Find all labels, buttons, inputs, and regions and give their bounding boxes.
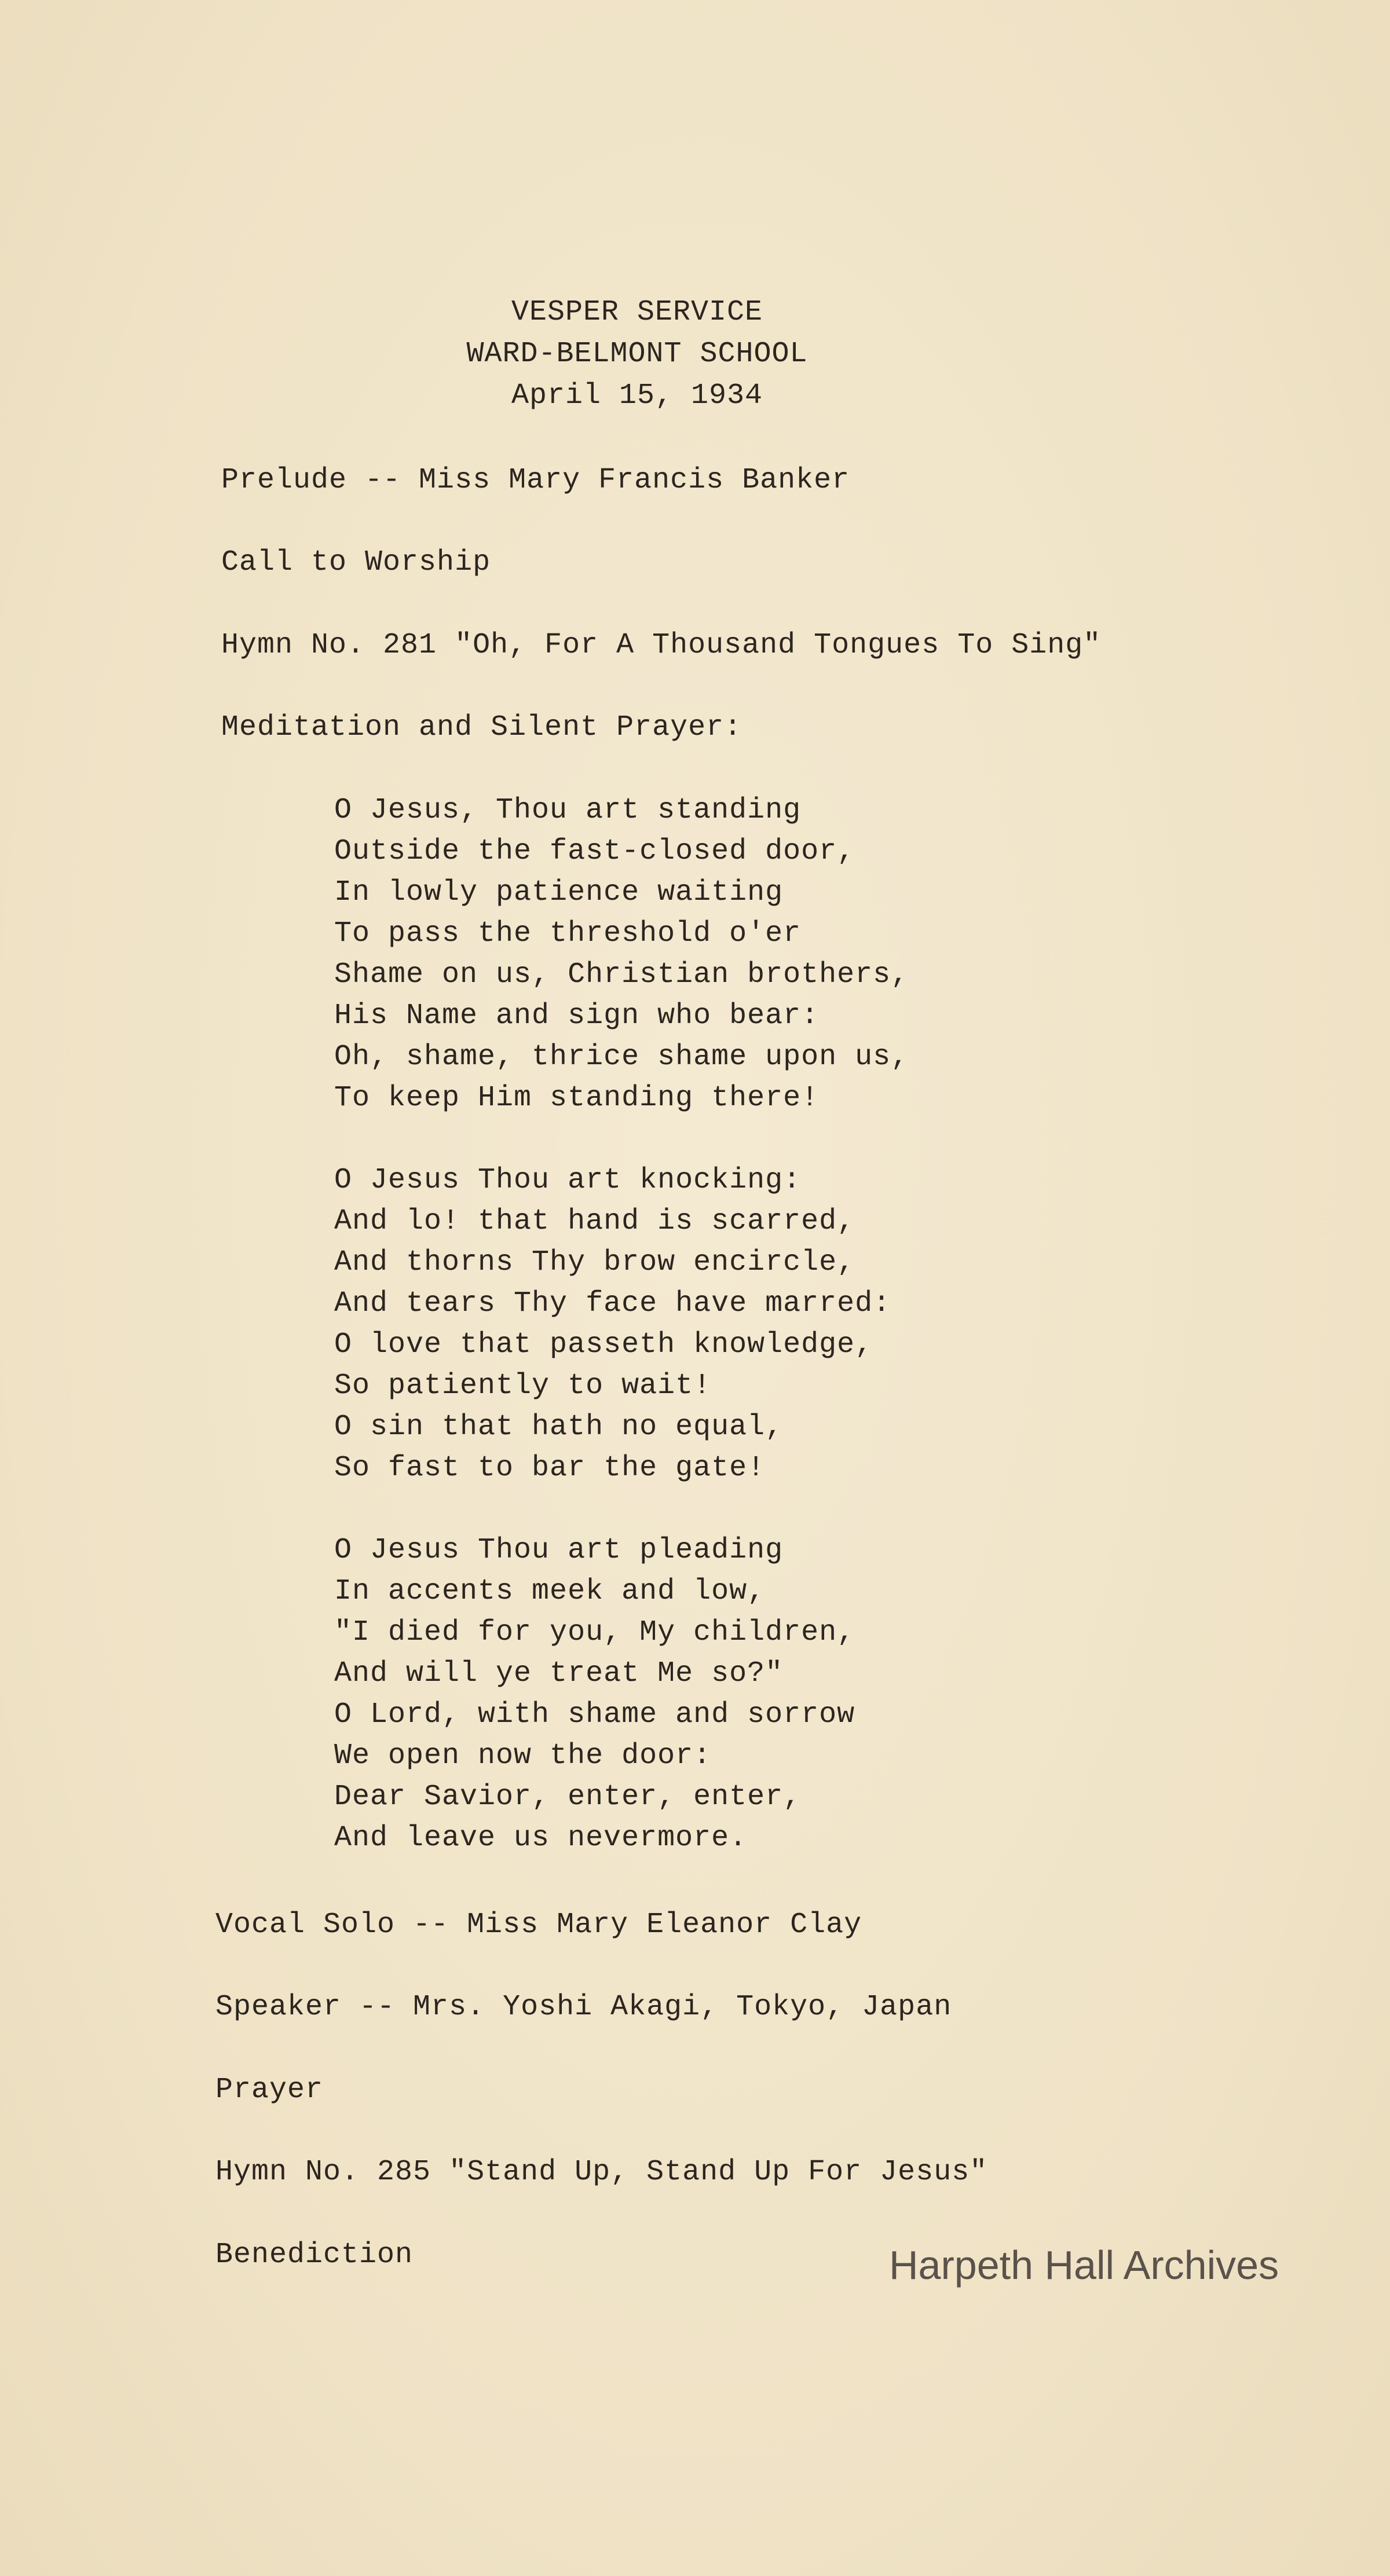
document-title: VESPER SERVICE: [511, 296, 763, 329]
verse-1-line-4: To pass the threshold o'er: [334, 917, 802, 950]
verse-2-line-6: So patiently to wait!: [334, 1369, 712, 1402]
verse-2-line-3: And thorns Thy brow encircle,: [334, 1246, 855, 1279]
meditation-heading: Meditation and Silent Prayer:: [221, 711, 742, 744]
verse-1-line-1: O Jesus, Thou art standing: [334, 794, 802, 827]
verse-2-line-4: And tears Thy face have marred:: [334, 1287, 891, 1320]
verse-3-line-5: O Lord, with shame and sorrow: [334, 1698, 855, 1731]
archive-watermark: Harpeth Hall Archives: [889, 2242, 1279, 2288]
opening-hymn-line: Hymn No. 281 "Oh, For A Thousand Tongues To Sing": [221, 629, 1102, 662]
verse-3-line-3: "I died for you, My children,: [334, 1616, 855, 1649]
verse-3-line-4: And will ye treat Me so?": [334, 1657, 784, 1690]
verse-2-line-1: O Jesus Thou art knocking:: [334, 1164, 802, 1197]
prayer-line: Prayer: [215, 2073, 324, 2106]
school-name: WARD-BELMONT SCHOOL: [466, 338, 808, 371]
verse-2-line-8: So fast to bar the gate!: [334, 1452, 766, 1485]
verse-2-line-5: O love that passeth knowledge,: [334, 1328, 873, 1361]
verse-1-line-7: Oh, shame, thrice shame upon us,: [334, 1040, 909, 1073]
service-date: April 15, 1934: [511, 379, 763, 412]
vocal-solo-line: Vocal Solo -- Miss Mary Eleanor Clay: [215, 1908, 862, 1941]
verse-2-line-7: O sin that hath no equal,: [334, 1410, 784, 1443]
benediction-line: Benediction: [215, 2238, 414, 2271]
call-to-worship-line: Call to Worship: [221, 546, 491, 579]
verse-1-line-5: Shame on us, Christian brothers,: [334, 958, 909, 991]
verse-2-line-2: And lo! that hand is scarred,: [334, 1205, 855, 1238]
verse-3-line-8: And leave us nevermore.: [334, 1822, 748, 1855]
verse-3-line-2: In accents meek and low,: [334, 1575, 766, 1608]
verse-1-line-2: Outside the fast-closed door,: [334, 835, 855, 868]
closing-hymn-line: Hymn No. 285 "Stand Up, Stand Up For Jesus": [215, 2156, 988, 2189]
verse-3-line-6: We open now the door:: [334, 1739, 712, 1772]
verse-3-line-7: Dear Savior, enter, enter,: [334, 1780, 802, 1813]
speaker-line: Speaker -- Mrs. Yoshi Akagi, Tokyo, Japan: [215, 1991, 952, 2024]
verse-1-line-3: In lowly patience waiting: [334, 876, 784, 909]
prelude-line: Prelude -- Miss Mary Francis Banker: [221, 464, 850, 497]
verse-3-line-1: O Jesus Thou art pleading: [334, 1534, 784, 1567]
verse-1-line-6: His Name and sign who bear:: [334, 999, 820, 1032]
verse-1-line-8: To keep Him standing there!: [334, 1082, 820, 1115]
